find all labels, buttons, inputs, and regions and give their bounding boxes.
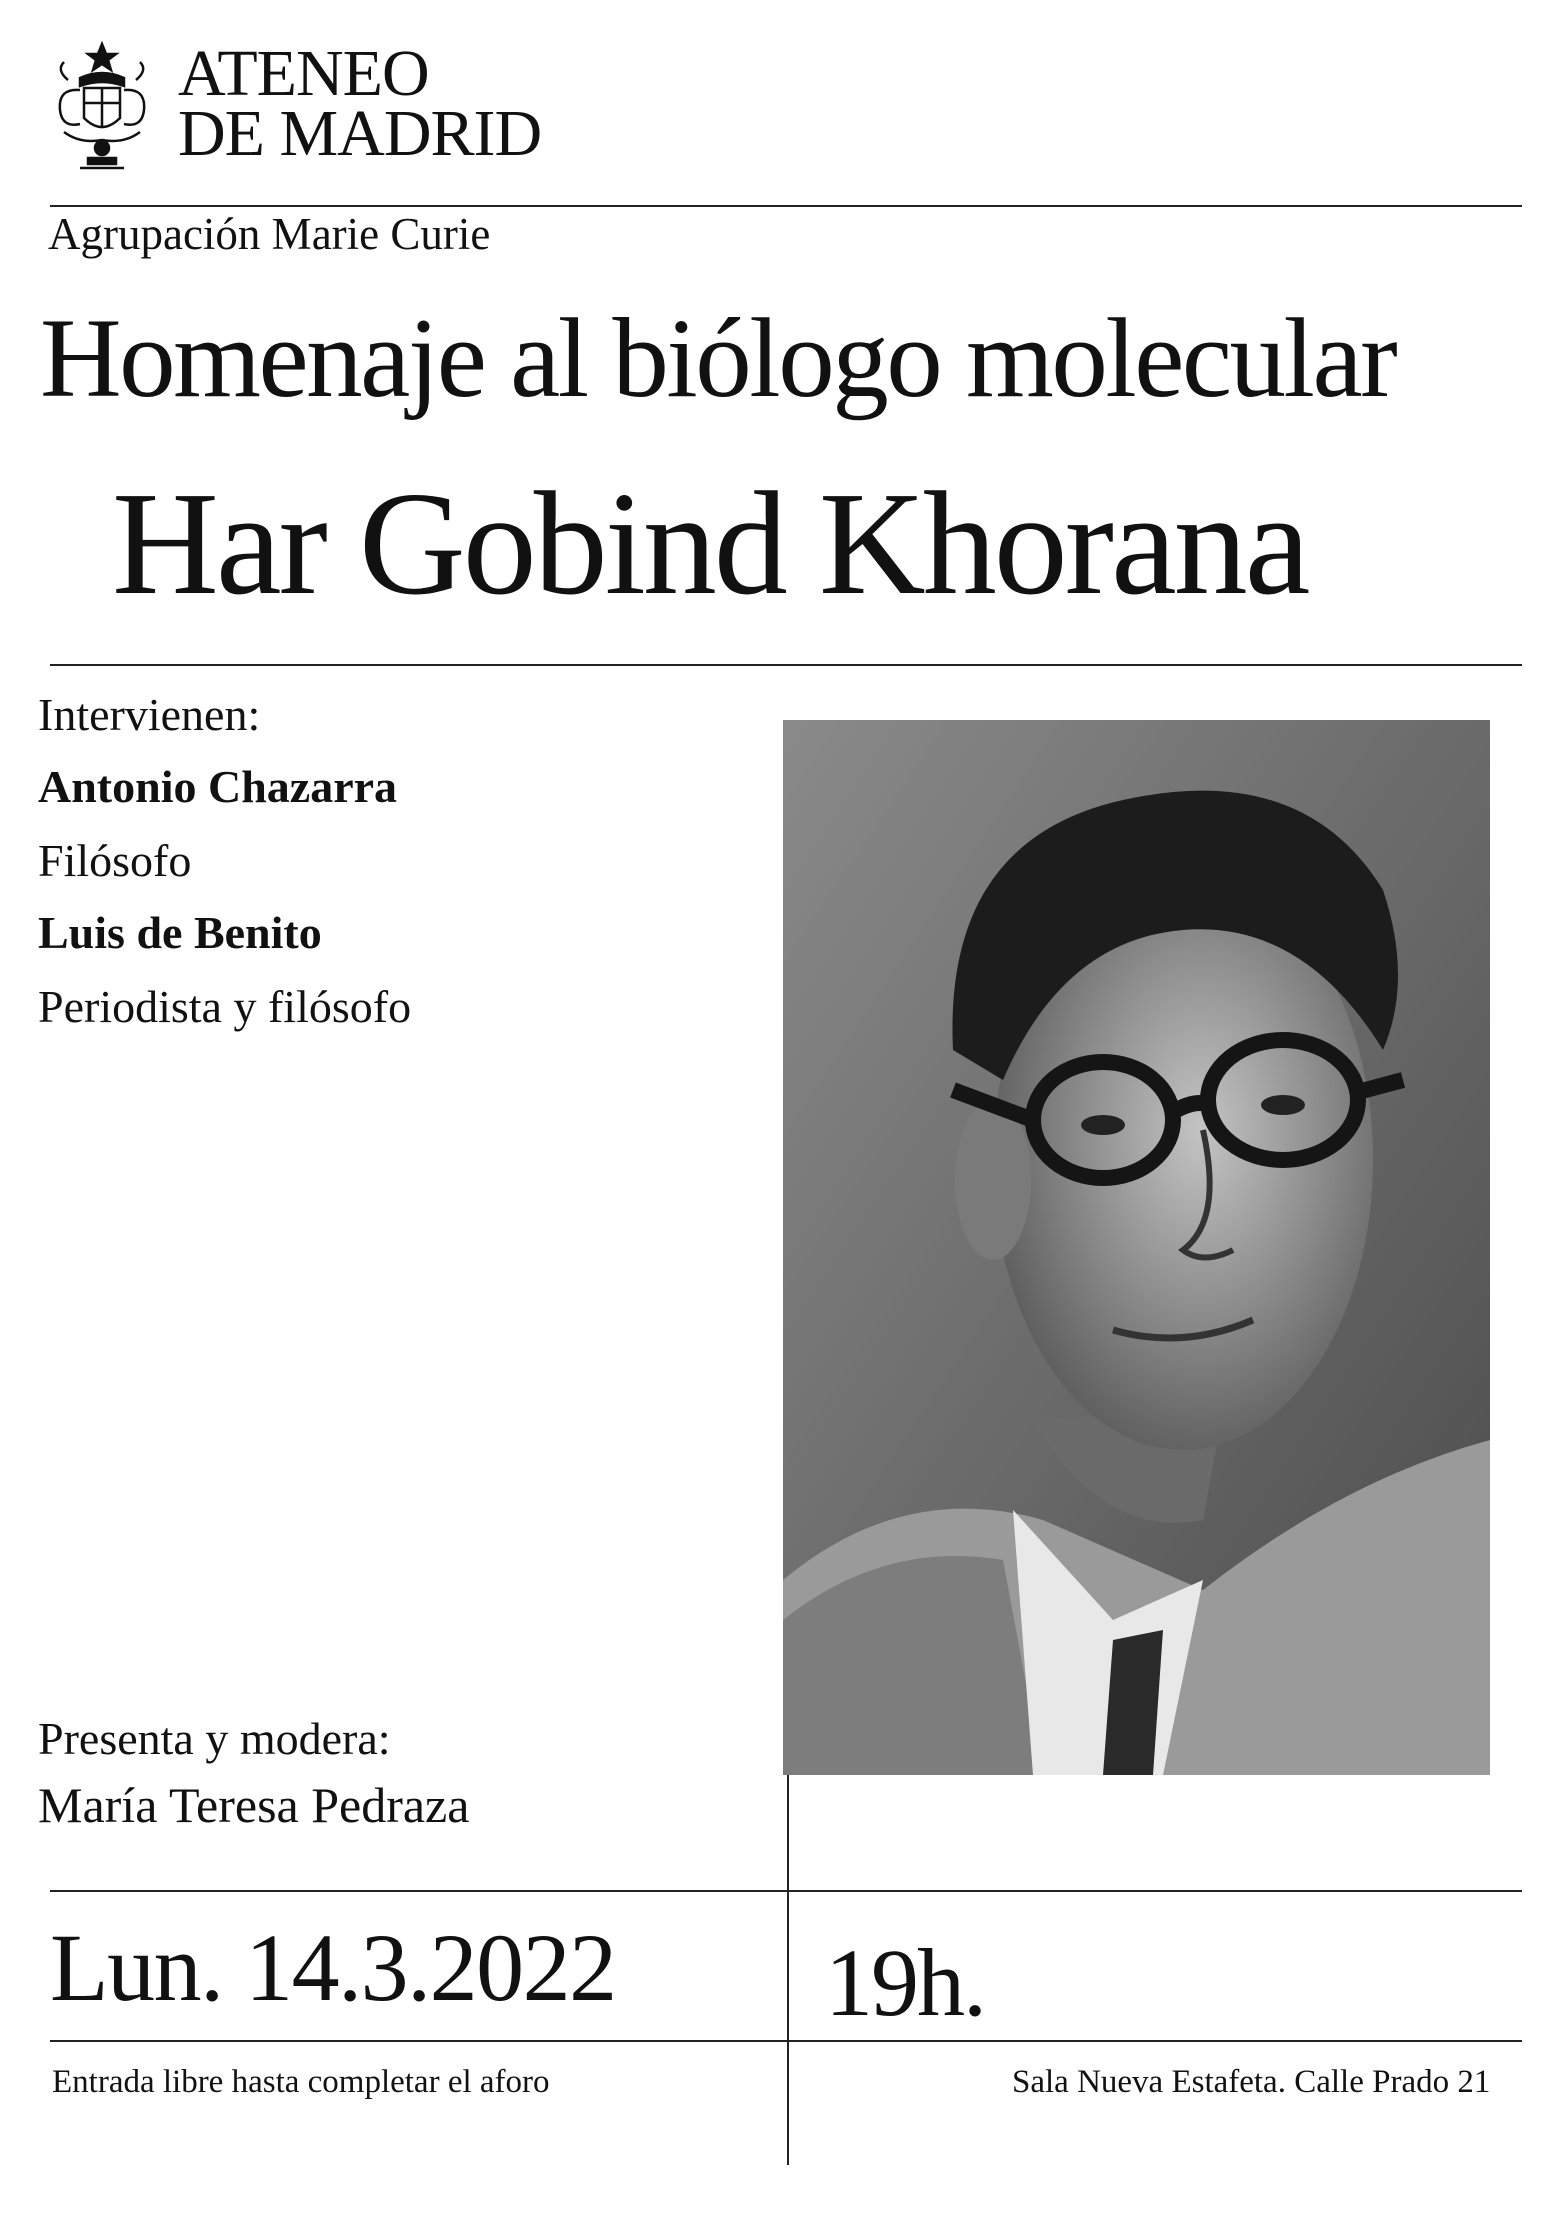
speaker-role: Periodista y filósofo xyxy=(38,981,412,1032)
speaker-name: Antonio Chazarra xyxy=(38,761,398,812)
top-divider xyxy=(50,205,1522,207)
title-line-2: Har Gobind Khorana xyxy=(112,462,1308,626)
brand-wordmark xyxy=(178,37,542,170)
venue-address: Sala Nueva Estafeta. Calle Prado 21 xyxy=(1012,2064,1491,2100)
vertical-divider xyxy=(787,1775,789,2165)
event-date: Lun. 14.3.2022 xyxy=(50,1914,616,2021)
entry-note: Entrada libre hasta completar el aforo xyxy=(52,2064,550,2100)
brand-line-1: ATENEO xyxy=(178,37,429,110)
ateneo-crest-icon xyxy=(50,40,155,175)
title-line-1: Homenaje al biólogo molecular xyxy=(40,296,1396,421)
speaker-name: Luis de Benito xyxy=(38,907,322,958)
moderator-name: María Teresa Pedraza xyxy=(38,1777,470,1833)
speaker-role: Filósofo xyxy=(38,835,192,886)
title-divider xyxy=(50,664,1522,666)
date-divider xyxy=(50,1890,1522,1892)
portrait-photo xyxy=(783,720,1490,1775)
event-time: 19h. xyxy=(825,1929,985,2036)
speakers-heading: Intervienen: xyxy=(38,689,261,740)
moderator-heading: Presenta y modera: xyxy=(38,1713,391,1764)
brand-line-2: DE MADRID xyxy=(178,97,542,170)
organizer-label: Agrupación Marie Curie xyxy=(48,209,491,259)
footer-divider xyxy=(50,2040,1522,2042)
